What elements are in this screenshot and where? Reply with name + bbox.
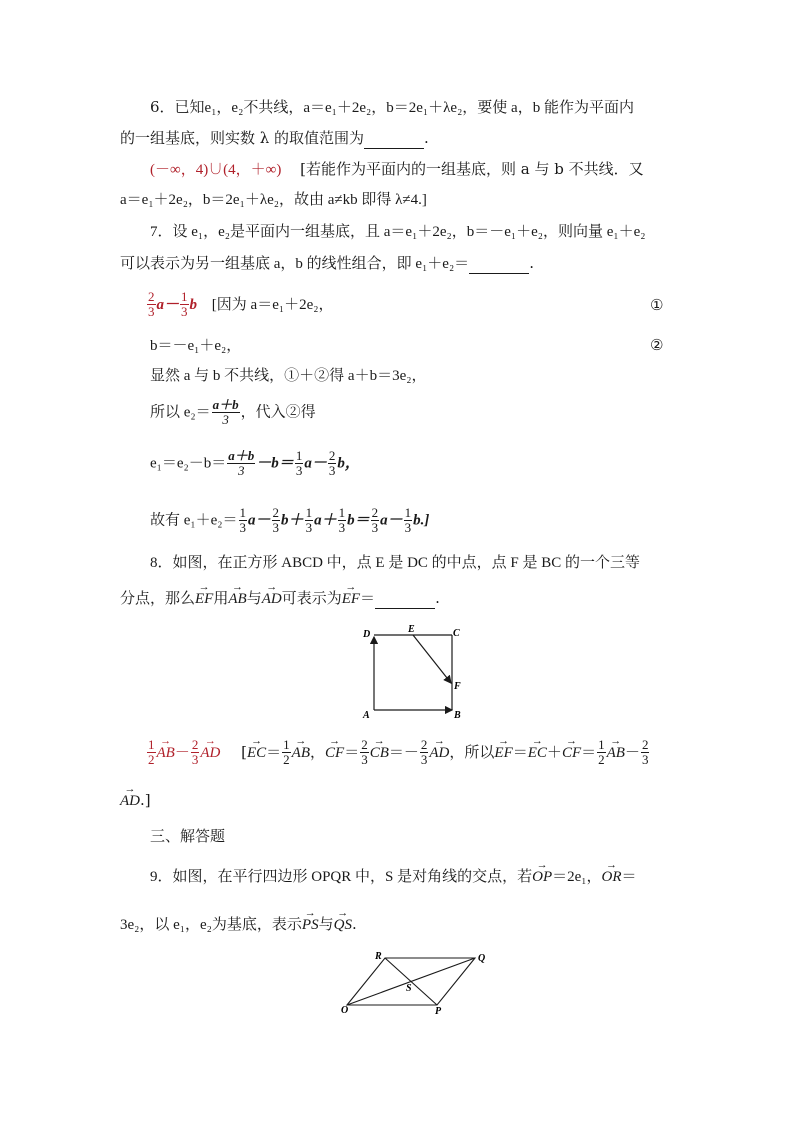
diagonal-pr [385, 958, 437, 1005]
q7-so-line: 所以 e₂＝ $\frac{a+b}{3}$ ，代入②得 [150, 397, 316, 427]
label-a: A [363, 710, 370, 721]
section3-title: 三、解答题 [150, 827, 226, 845]
q7-line1: 7．设 e₁，e₂是平面内一组基底，且 a＝e₁＋2e₂，b＝－e₁＋e₂，则向量 e₁＋e₂ [150, 224, 646, 240]
label-p: P [435, 1006, 442, 1017]
q6-line2: 的一组基底，则实数 λ 的取值范围为 . [120, 129, 429, 147]
q6-answer: (－∞，4)∪(4，＋∞) [150, 162, 282, 178]
label-r: R [375, 951, 382, 962]
label-q: Q [478, 953, 486, 964]
q7-answer-line: $\frac{2}{3}$ a－ $\frac{1}{3}$ b [因为 a＝e₁＋2e₂， [148, 289, 334, 319]
q6-line1: 6．已知e₁，e₂不共线，a＝e₁＋2e₂，b＝2e₁＋λe₂，要使 a，b 能作为平面内 [150, 98, 634, 116]
q7-circ2: ② [650, 336, 664, 354]
label-e: E [408, 625, 415, 635]
label-d: D [363, 629, 371, 640]
q7-obvious: 显然 a 与 b 不共线，①＋②得 a＋b＝3e₂， [150, 368, 427, 384]
q8-solution-end: → AD.] [120, 790, 151, 811]
q6-explain1: [若能作为平面内的一组基底，则 a 与 b 不共线．又 [300, 160, 644, 178]
q8-answer: $\frac{1}{2}$ → AB－ $\frac{2}{3}$ → AD [146, 743, 225, 761]
vector-ef [413, 635, 451, 683]
label-c: C [453, 628, 460, 639]
label-b: B [454, 710, 461, 721]
label-s: S [406, 983, 412, 994]
parallelogram-opqr-figure [335, 950, 495, 1025]
q8-line2: 分点，那么→ EF用→ AB与→ AD可表示为→ EF＝ . [120, 588, 440, 609]
q7-e1-line: e₁＝e₂－b＝ $\frac{a+b}{3}$ －b＝ $\frac{1}{3}$ a－ $\frac{2}{3}$ b， [150, 448, 360, 478]
q7-blank[interactable] [469, 253, 529, 274]
label-o: O [341, 1005, 349, 1016]
q6-explain2: a＝e₁＋2e₂，b＝2e₁＋λe₂，故由 a≠kb 即得 λ≠4.] [120, 192, 427, 208]
q9-line2: 3e₂，以 e₁，e₂为基底，表示→ PS与→ QS. [120, 914, 357, 935]
q6-answer-line [150, 159, 644, 180]
q7-line2: 可以表示为另一组基底 a，b 的线性组合，即 e₁＋e₂＝ . [120, 254, 534, 272]
label-f: F [454, 681, 461, 692]
q7-hence-line: 故有 e₁＋e₂＝ $\frac{1}{3}$ a－ $\frac{2}{3}$ b＋ $\frac{1}{3}$ a＋ $\frac{1}{3}$ b＝ $\frac{2}{3}$ a－ $\frac{1}{3}$ b.] [150, 505, 430, 535]
q9-line1: 9．如图，在平行四边形 OPQR 中，S 是对角线的交点，若→ OP＝2e₁，→ OR＝ [150, 866, 637, 887]
q8-line1: 8．如图，在正方形 ABCD 中，点 E 是 DC 的中点，点 F 是 BC 的一个三等 [150, 555, 641, 571]
square-abcd-figure [360, 625, 480, 725]
q7-b-eq: b＝－e₁＋e₂， [150, 338, 242, 354]
q7-answer: $\frac{2}{3}$ a－ $\frac{1}{3}$ b [148, 289, 198, 319]
q7-circ1: ① [650, 296, 664, 314]
q8-blank[interactable] [375, 588, 435, 609]
q8-answer-line [146, 738, 650, 767]
q8-solution: [→ EC＝ $\frac{1}{2}$ → AB，→ CF＝ $\frac{2}{3}$ → CB＝－ $\frac{2}{3}$ → AD，所以→ EF＝→ EC＋→ CF＝ $\frac{1}{2}$ → AB－ $\frac{2}{3}$ [241, 743, 650, 761]
q6-blank[interactable] [364, 128, 424, 149]
